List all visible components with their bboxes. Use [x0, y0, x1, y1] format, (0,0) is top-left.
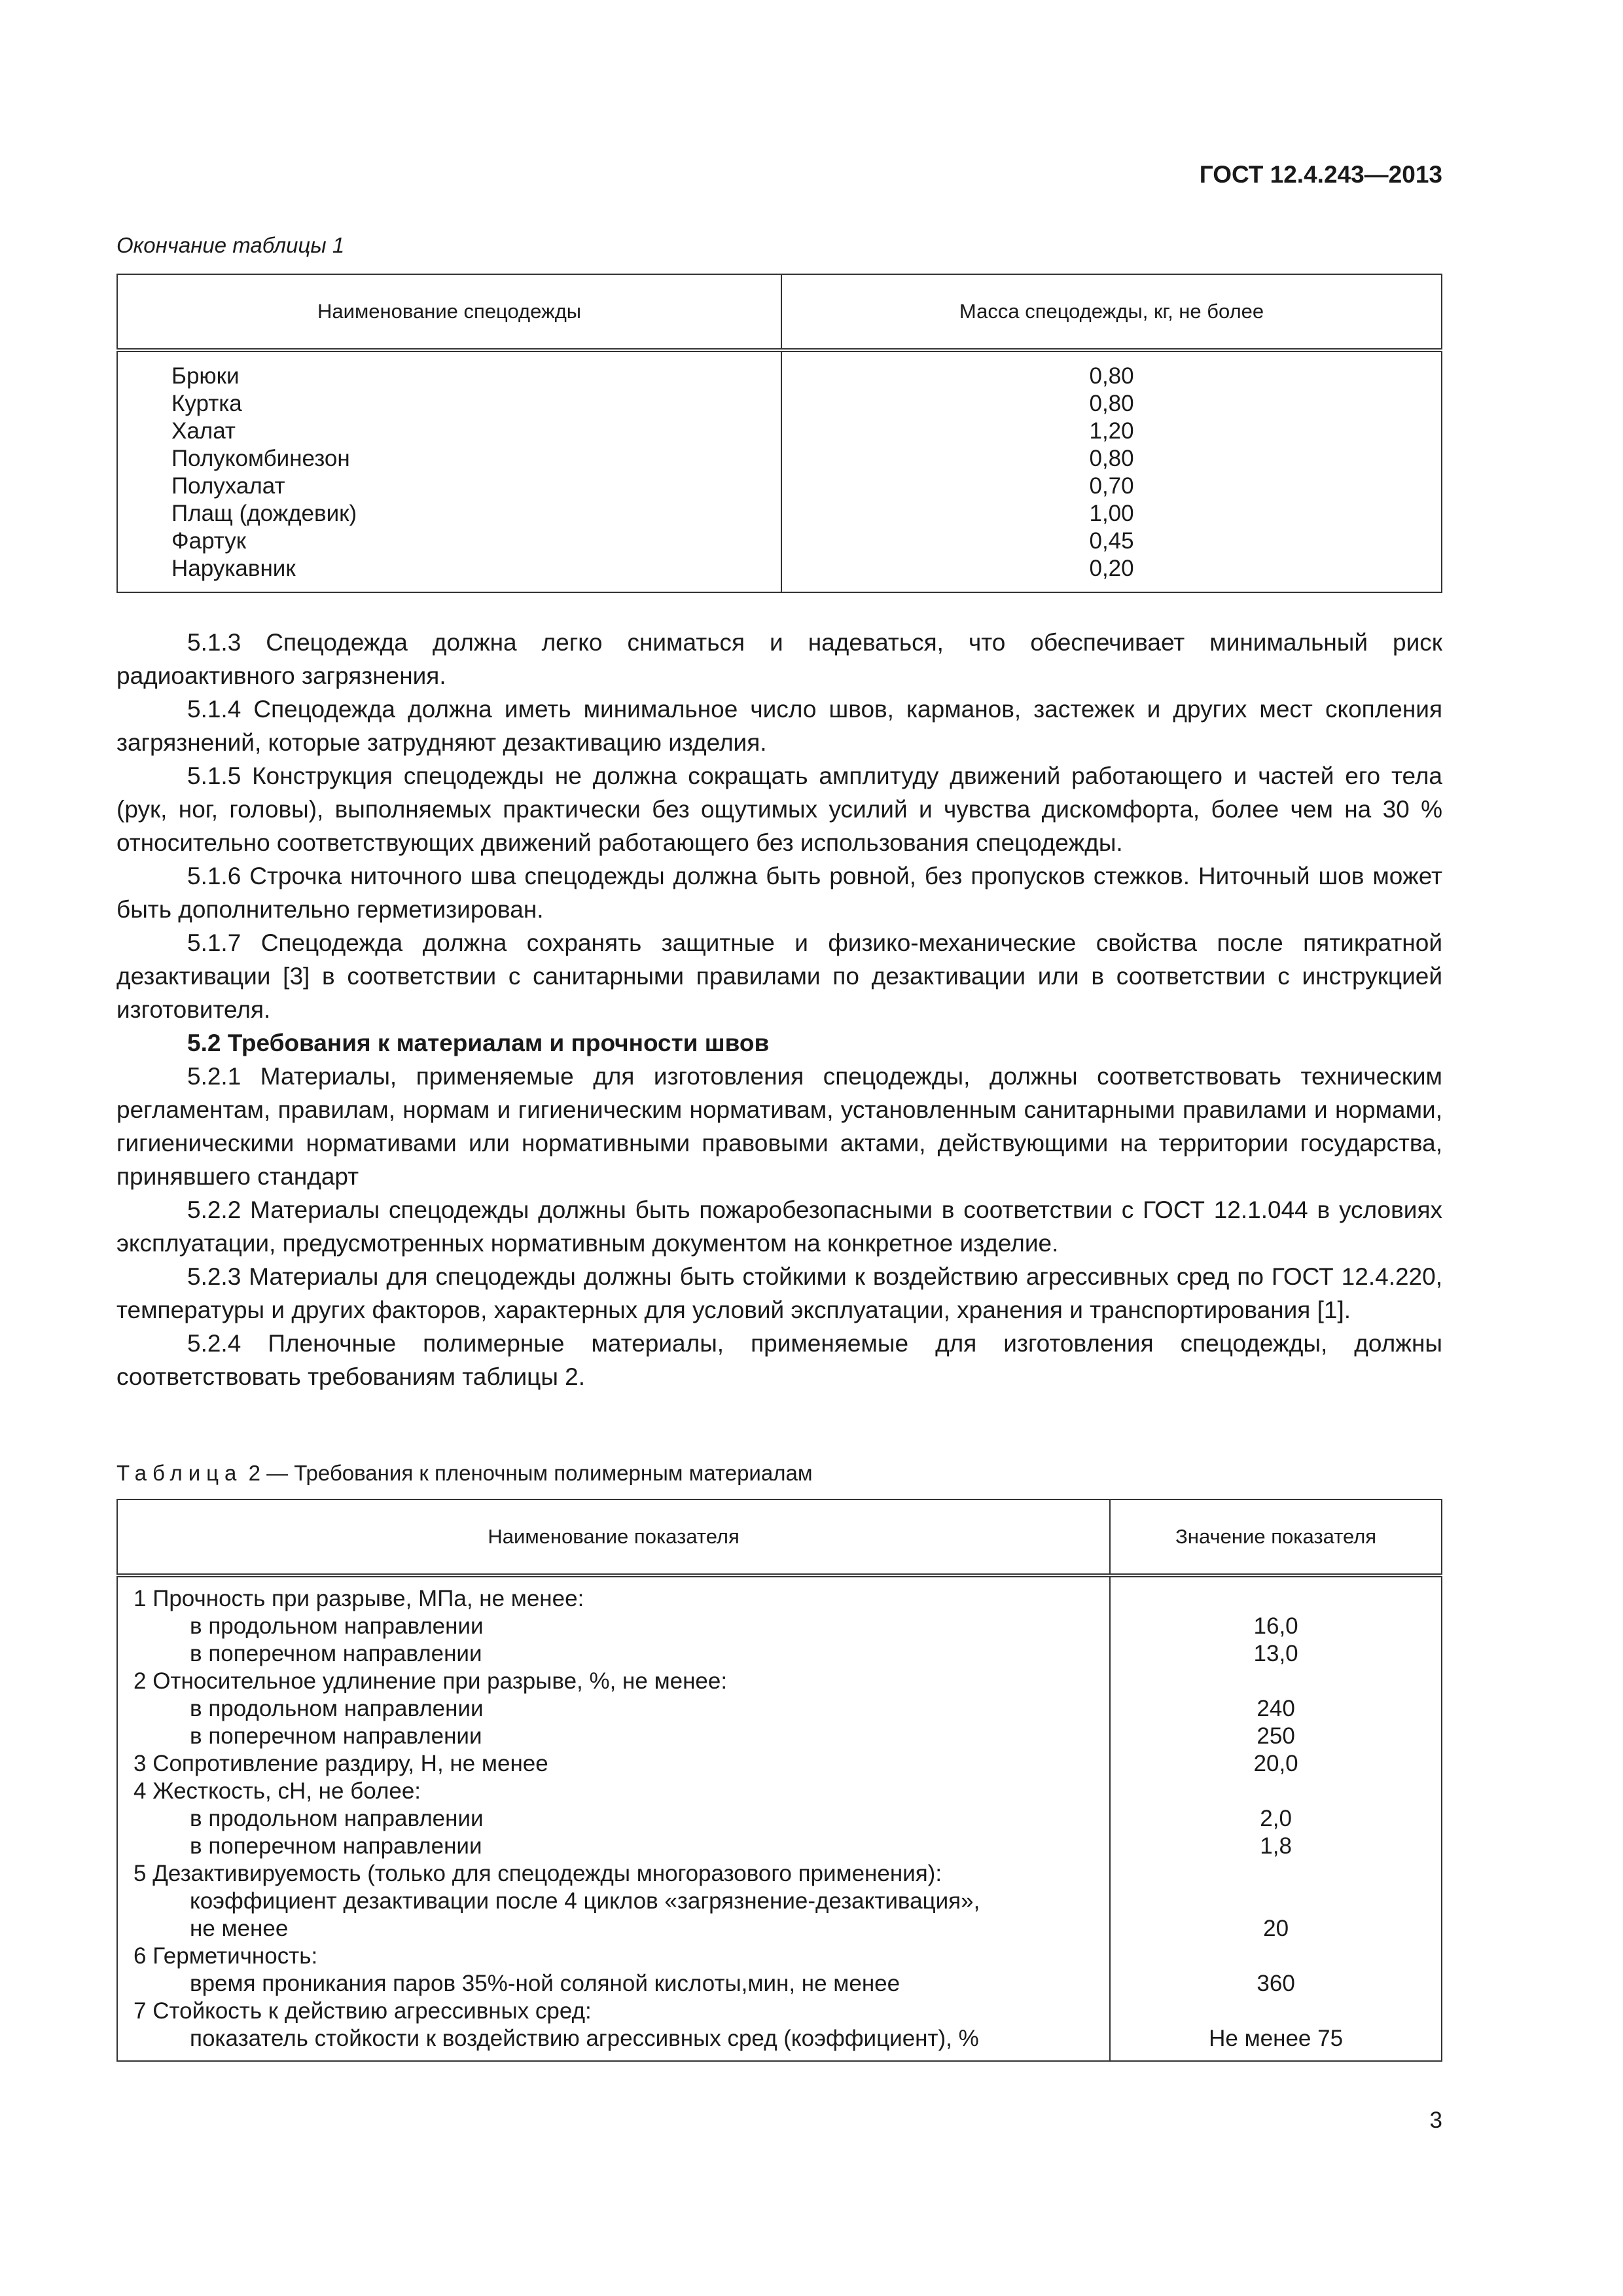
table2-cell-value: Не менее 75: [1209, 2026, 1344, 2051]
table2-cell-value: 16,0: [1253, 1613, 1298, 1639]
paragraph-5-1-7: 5.1.7 Спецодежда должна сохранять защитные и физико-механические свойства после пятикратной дезактивации [3] в соответствии с санитарными правилами по дезактивации или в соответствии с инструкцией изготовителя.: [116, 929, 1442, 1023]
table2-cell-indicator: 2 Относительное удлинение при разрыве, %, не менее:: [134, 1668, 728, 1694]
table2-indicator-column: [117, 1575, 1110, 2061]
paragraph-5-2-1: 5.2.1 Материалы, применяемые для изготовления спецодежды, должны соответствовать техническим регламентам, правилам, нормам и гигиеническим нормативам, установленным санитарными правилами и нормами, гигиеническими нормативами или нормативными правовыми актами, действующими на территории государства, принявшего стандарт: [116, 1063, 1442, 1190]
table2-cell-value: 1,8: [1260, 1833, 1292, 1859]
table2-cell-value: [1111, 1585, 1441, 1613]
paragraph-5-2-4: 5.2.4 Пленочные полимерные материалы, применяемые для изготовления спецодежды, должны соответствовать требованиям таблицы 2.: [116, 1330, 1442, 1390]
table2-cell-indicator: в продольном направлении: [190, 1806, 484, 1831]
table2-cell-indicator: в продольном направлении: [190, 1613, 484, 1639]
paragraph-5-1-5: 5.1.5 Конструкция спецодежды не должна сокращать амплитуду движений работающего и частей его тела (рук, ног, головы), выполняемых практически без ощутимых усилий и чувства дискомфорта, более чем на 30 % относительно соответствующих движений работающего без использования спецодежды.: [116, 762, 1442, 856]
table1-header-mass: Масса спецодежды, кг, не более: [781, 274, 1442, 350]
table1-cell-mass: 0,45: [1089, 528, 1134, 554]
table1-header-name: Наименование спецодежды: [117, 274, 781, 350]
table2-cell-value: [1111, 1668, 1441, 1695]
table2-cell-indicator: показатель стойкости к воздействию агрессивных сред (коэффициент), %: [190, 2026, 979, 2051]
table2-cell-value: 13,0: [1253, 1641, 1298, 1666]
table2-cell-indicator: в продольном направлении: [190, 1696, 484, 1721]
table2-cell-value: [1111, 1943, 1441, 1970]
table1-cell-name: Фартук: [171, 528, 247, 554]
table2-cell-indicator: в поперечном направлении: [190, 1641, 482, 1666]
table2-cell-indicator: 5 Дезактивируемость (только для спецодежды многоразового применения):: [134, 1861, 942, 1886]
table1-cell-name: Халат: [171, 418, 236, 444]
table2-caption: [116, 1461, 813, 1486]
paragraph-5-1-4: 5.1.4 Спецодежда должна иметь минимальное число швов, карманов, застежек и других мест скопления загрязнений, которые затрудняют дезактивацию изделия.: [116, 696, 1442, 756]
table2-cell-indicator: коэффициент дезактивации после 4 циклов «загрязнение-дезактивация»,: [190, 1888, 980, 1914]
table1-cell-mass: 0,80: [1089, 391, 1134, 416]
body-text: [116, 626, 1442, 1393]
table1-cell-mass: 1,20: [1089, 418, 1134, 444]
table2-cell-indicator: время проникания паров 35%-ной соляной кислоты,мин, не менее: [190, 1971, 901, 1996]
table1-cell-mass: 0,70: [1089, 473, 1134, 499]
table2-caption-title: 2 — Требования к пленочным полимерным материалам: [248, 1461, 813, 1485]
table2-cell-value: 2,0: [1260, 1806, 1292, 1831]
table2-cell-value: 20: [1263, 1916, 1289, 1941]
table2-cell-indicator: в поперечном направлении: [190, 1833, 482, 1859]
table1-cell-mass: 0,80: [1089, 446, 1134, 471]
table1-cell-mass: 1,00: [1089, 501, 1134, 526]
section-heading-5-2: 5.2 Требования к материалам и прочности швов: [187, 1030, 770, 1056]
table1-cell-name: Плащ (дождевик): [171, 501, 357, 526]
table1-cell-name: Куртка: [171, 391, 242, 416]
paragraph-5-1-3: 5.1.3 Спецодежда должна легко сниматься и надеваться, что обеспечивает минимальный риск радиоактивного загрязнения.: [116, 629, 1442, 689]
table1-cell-name: Брюки: [171, 363, 240, 389]
table1-cell-name: Полухалат: [171, 473, 285, 499]
table1-name-column: [117, 350, 781, 592]
document-code: ГОСТ 12.4.243—2013: [1199, 161, 1442, 188]
table2-cell-value: 20,0: [1253, 1751, 1298, 1776]
page-number: 3: [1429, 2108, 1442, 2133]
table2-cell-value: 250: [1257, 1723, 1295, 1749]
paragraph-5-1-6: 5.1.6 Строчка ниточного шва спецодежды должна быть ровной, без пропусков стежков. Ниточный шов может быть дополнительно герметизирован.: [116, 863, 1442, 923]
table2-cell-value: [1111, 1778, 1441, 1805]
table2-cell-indicator: 1 Прочность при разрыве, МПа, не менее:: [134, 1586, 584, 1611]
table2-cell-indicator: 3 Сопротивление раздиру, Н, не менее: [134, 1751, 548, 1776]
table2-caption-label: Таблица: [116, 1461, 243, 1485]
table2-cell-value: [1111, 1888, 1441, 1915]
table2-cell-value: 360: [1257, 1971, 1295, 1996]
table2-cell-value: [1111, 1860, 1441, 1888]
table2-cell-indicator: 4 Жесткость, сН, не более:: [134, 1778, 421, 1804]
table1: [116, 274, 1442, 593]
table2-header-value: Значение показателя: [1110, 1499, 1442, 1575]
table2-cell-indicator: 6 Герметичность:: [134, 1943, 318, 1969]
table2-header-indicator: Наименование показателя: [117, 1499, 1110, 1575]
table2-cell-indicator: 7 Стойкость к действию агрессивных сред:: [134, 1998, 592, 2024]
table2: [116, 1499, 1442, 2062]
table1-cell-name: Нарукавник: [171, 556, 296, 581]
table1-cell-name: Полукомбинезон: [171, 446, 350, 471]
paragraph-5-2-3: 5.2.3 Материалы для спецодежды должны быть стойкими к воздействию агрессивных сред по ГОСТ 12.4.220, температуры и других факторов, характерных для условий эксплуатации, хранения и транспортирования [1].: [116, 1263, 1442, 1323]
table1-cell-mass: 0,80: [1089, 363, 1134, 389]
table2-cell-indicator: в поперечном направлении: [190, 1723, 482, 1749]
table1-caption: Окончание таблицы 1: [116, 233, 345, 257]
table2-cell-indicator: не менее: [190, 1916, 289, 1941]
table1-cell-mass: 0,20: [1089, 556, 1134, 581]
table2-cell-value: [1111, 1998, 1441, 2025]
paragraph-5-2-2: 5.2.2 Материалы спецодежды должны быть пожаробезопасными в соответствии с ГОСТ 12.1.044 в условиях эксплуатации, предусмотренных нормативным документом на конкретное изделие.: [116, 1196, 1442, 1257]
table2-cell-value: 240: [1257, 1696, 1295, 1721]
table1-mass-column: [781, 350, 1442, 592]
table2-value-column: [1110, 1575, 1442, 2061]
